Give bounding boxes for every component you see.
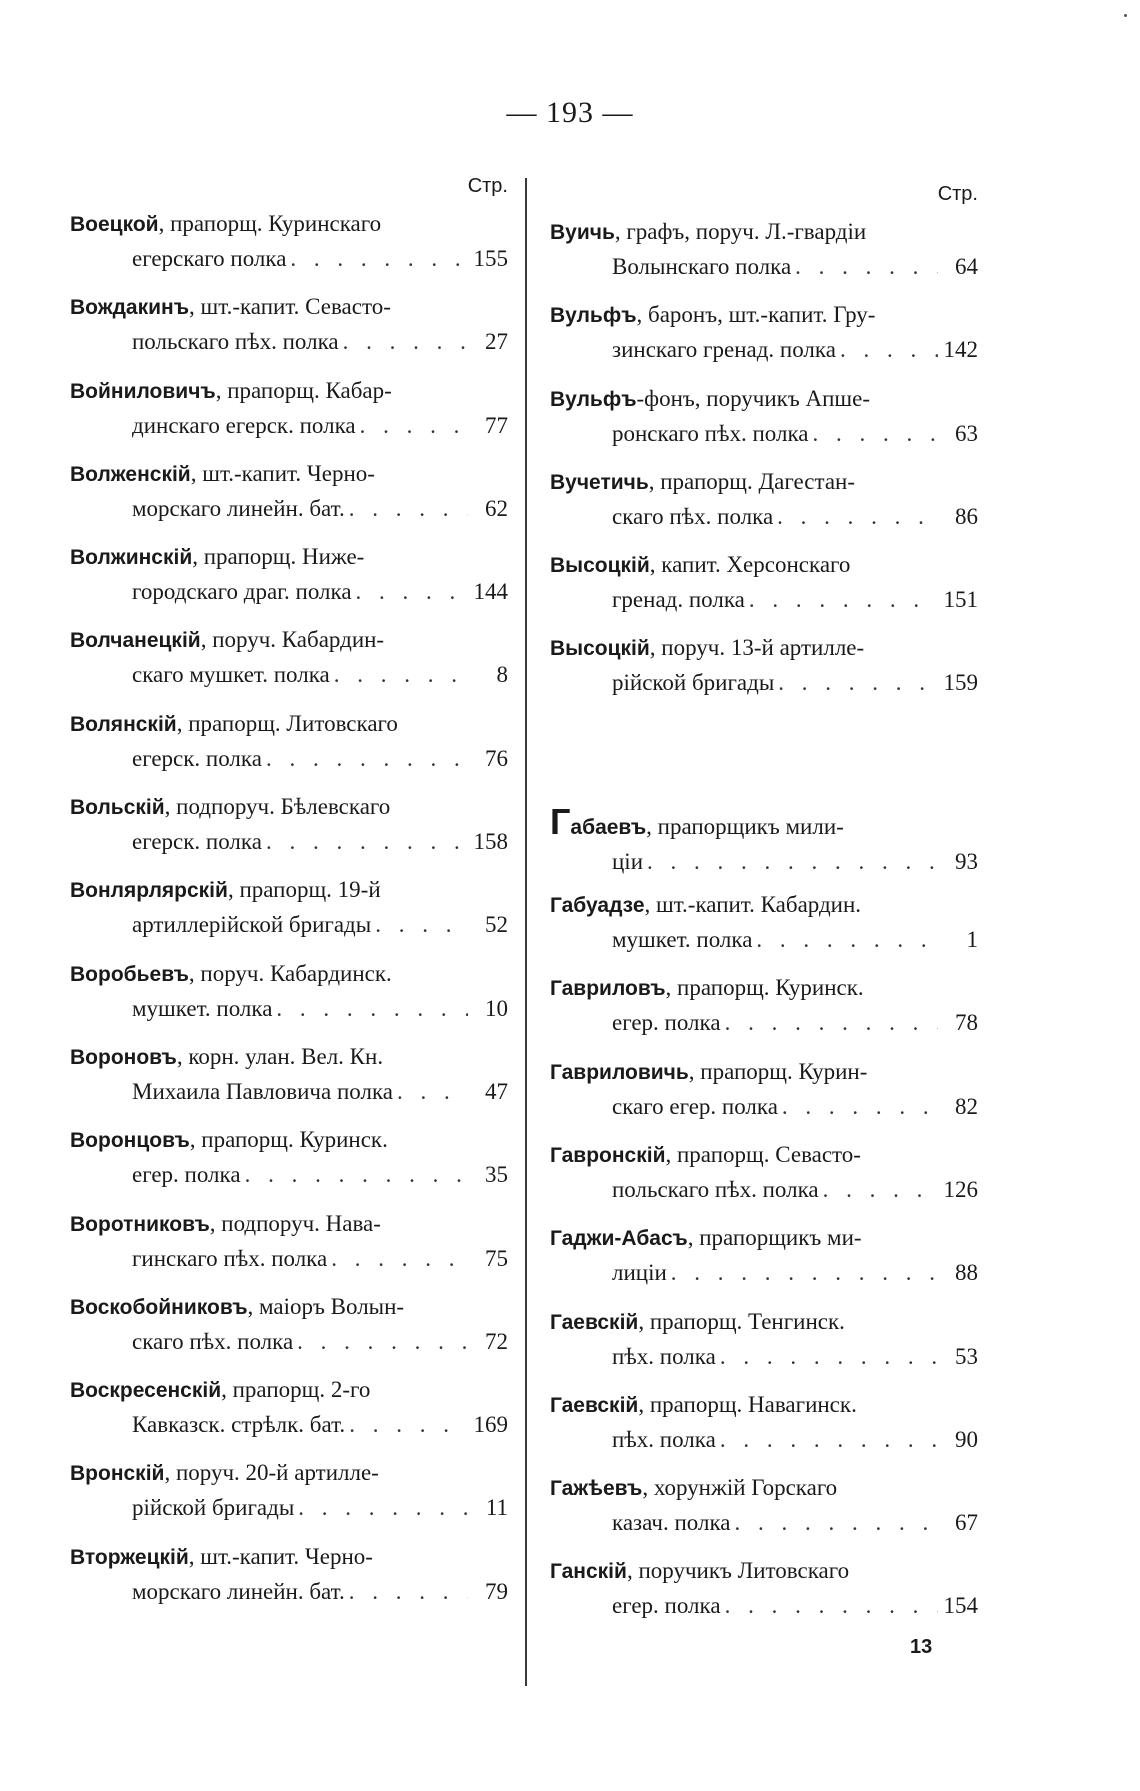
entry-first-line (70, 1373, 508, 1408)
index-entry (70, 790, 508, 873)
dot-leader (349, 1408, 468, 1442)
page-number: — 193 — (506, 96, 634, 129)
entry-description: , прапорщ. Дагестан- (648, 468, 856, 494)
entry-first-line (550, 971, 978, 1006)
entry-surname: Волженскій (70, 462, 191, 486)
dot-leader (266, 825, 468, 859)
entry-page-ref: 11 (485, 1495, 508, 1521)
entry-surname: Воронцовъ (70, 1129, 190, 1153)
entry-page-ref: 88 (955, 1260, 978, 1286)
entry-page-ref: 62 (485, 495, 508, 521)
entry-surname: Волчанецкій (70, 629, 201, 653)
index-entry (70, 1123, 508, 1206)
entry-second-line (70, 1158, 508, 1192)
entry-description: , прапорщ. Тенгинск. (638, 1308, 845, 1334)
entry-second-line (70, 825, 508, 859)
entry-description: , маіоръ Волын- (247, 1293, 405, 1319)
entry-second-line (550, 1340, 978, 1374)
dot-leader (725, 1589, 938, 1623)
entry-first-line (70, 1290, 508, 1325)
entry-description: , прапорщикъ ми- (687, 1225, 862, 1251)
entry-description: -фонъ, поручикъ Апше- (636, 385, 870, 411)
entry-description: , прапорщ. Курин- (688, 1058, 868, 1084)
entry-second-line (550, 1506, 978, 1540)
entry-first-line (550, 631, 978, 666)
entry-page-ref: 144 (473, 579, 508, 605)
section-gap (550, 715, 978, 805)
entry-first-line (70, 873, 508, 908)
entry-surname: Волжинскій (70, 546, 193, 570)
index-entry (550, 298, 978, 381)
index-entry (70, 1540, 508, 1623)
entry-first-line (550, 1305, 978, 1340)
entry-continuation: скаго пѣх. полка (612, 503, 774, 529)
entry-page-ref: 10 (485, 995, 508, 1021)
right-column (550, 183, 978, 1638)
index-entry (550, 548, 978, 631)
index-entry (70, 290, 508, 373)
dot-leader (349, 1575, 468, 1609)
entry-description: , капит. Херсонскаго (649, 552, 851, 578)
entry-page-ref: 27 (485, 329, 508, 355)
entry-second-line (70, 1242, 508, 1276)
entry-continuation: рійской бригады (132, 1495, 295, 1521)
entry-description: , прапорщикъ мили- (646, 813, 844, 839)
entry-page-ref: 169 (473, 1412, 508, 1438)
entry-first-line (70, 623, 508, 658)
entry-surname: абаевъ (570, 815, 647, 839)
entry-surname: Вульфъ (550, 304, 637, 328)
dot-leader (720, 1340, 938, 1374)
dot-leader (777, 500, 938, 534)
dot-leader (245, 1158, 468, 1192)
entry-page-ref: 35 (485, 1162, 508, 1188)
entry-surname: Войниловичъ (70, 379, 216, 403)
entry-page-ref: 64 (955, 254, 978, 279)
entry-surname: Высоцкій (550, 637, 650, 661)
entry-second-line (550, 845, 978, 879)
entry-surname: Ганскій (550, 1560, 627, 1584)
index-entry (70, 207, 508, 290)
right-entry-list-g (550, 805, 978, 1638)
left-entry-list (70, 207, 508, 1623)
entry-continuation: егер. полка (612, 1593, 721, 1619)
entry-second-line (70, 575, 508, 609)
entry-page-ref: 8 (496, 662, 508, 688)
entry-continuation: зинскаго гренад. полка (612, 337, 836, 363)
dot-leader (276, 992, 468, 1026)
entry-second-line (70, 658, 508, 692)
entry-surname: Вождакинъ (70, 296, 190, 320)
index-entry (70, 873, 508, 956)
entry-surname: Гажѣевъ (550, 1477, 643, 1501)
entry-first-line (550, 548, 978, 583)
index-entry (70, 457, 508, 540)
entry-page-ref: 93 (955, 848, 978, 874)
entry-first-line (550, 465, 978, 500)
entry-continuation: пѣх. полка (612, 1343, 716, 1369)
entry-page-ref: 126 (943, 1176, 978, 1202)
entry-description: , подпоруч. Бѣлевскаго (164, 794, 391, 820)
entry-surname: Гаевскій (550, 1393, 639, 1417)
index-entry (70, 1290, 508, 1373)
dot-leader (725, 1006, 938, 1040)
entry-description: , баронъ, шт.-капит. Гру- (636, 302, 876, 328)
entry-page-ref: 63 (955, 420, 978, 446)
entry-second-line (70, 742, 508, 776)
entry-first-line (70, 540, 508, 575)
index-entry (550, 1055, 978, 1138)
entry-surname: Вторжецкій (70, 1545, 189, 1569)
entry-page-ref: 142 (943, 337, 978, 363)
column-header-right: Стр. (937, 183, 978, 205)
entry-continuation: польскаго пѣх. полка (612, 1176, 819, 1202)
entry-surname: Гавронскій (550, 1143, 666, 1167)
entry-description: , прапорщ. Куринскаго (158, 211, 382, 236)
section-initial: Г (550, 804, 571, 842)
entry-continuation: гинскаго пѣх. полка (132, 1245, 328, 1271)
dot-leader (298, 1491, 468, 1525)
entry-surname: Воскресенскій (70, 1379, 222, 1403)
column-header-left: Стр. (467, 175, 508, 197)
entry-surname: Вульфъ (550, 387, 637, 411)
entry-surname: Габуадзе (550, 894, 645, 918)
entry-second-line (70, 409, 508, 443)
right-entry-list-v (550, 215, 978, 715)
entry-second-line (550, 1173, 978, 1207)
dot-leader (671, 1256, 938, 1290)
entry-surname: Вороновъ (70, 1045, 177, 1069)
entry-surname: Вольскій (70, 796, 165, 820)
index-entry (70, 1373, 508, 1456)
entry-continuation: динскаго егерск. полка (132, 412, 356, 438)
entry-continuation: Михаила Павловича полка (132, 1078, 393, 1104)
entry-first-line (70, 790, 508, 825)
dot-leader (823, 1173, 938, 1207)
entry-second-line (70, 1408, 508, 1442)
dot-leader (735, 1506, 939, 1540)
dot-leader (375, 908, 468, 942)
entry-second-line (550, 1589, 978, 1623)
entry-surname: Воскобойниковъ (70, 1295, 248, 1319)
entry-first-line (70, 707, 508, 742)
entry-surname: Воецкой (70, 213, 159, 236)
entry-continuation: рійской бригады (612, 670, 775, 696)
dot-leader (266, 742, 468, 776)
index-entry (70, 374, 508, 457)
entry-description: , прапорщ. Литовскаго (176, 710, 398, 736)
entry-first-line (70, 957, 508, 992)
entry-first-line (550, 382, 978, 417)
entry-second-line (550, 1006, 978, 1040)
index-entry (550, 465, 978, 548)
entry-first-line (550, 1554, 978, 1589)
dot-leader (356, 575, 468, 609)
entry-continuation: егерск. полка (132, 745, 262, 771)
entry-description: , поручикъ Литовскаго (626, 1558, 850, 1584)
entry-continuation: морскаго линейн. бат. (132, 1578, 345, 1604)
entry-page-ref: 72 (485, 1328, 508, 1354)
entry-description: , прапорщ. Кабар- (215, 377, 392, 403)
entry-second-line (70, 1575, 508, 1609)
entry-second-line (70, 492, 508, 526)
dot-leader (756, 923, 938, 957)
entry-first-line (70, 1207, 508, 1242)
entry-page-ref: 90 (955, 1426, 978, 1452)
entry-page-ref: 1 (966, 927, 978, 953)
index-entry (70, 1040, 508, 1123)
entry-continuation: егер. полка (132, 1162, 241, 1188)
entry-first-line (70, 1040, 508, 1075)
entry-second-line (70, 325, 508, 359)
entry-page-ref: 154 (943, 1593, 978, 1619)
entry-first-line (70, 290, 508, 325)
entry-second-line (550, 500, 978, 534)
index-entry (70, 540, 508, 623)
entry-surname: Вронскій (70, 1462, 165, 1486)
index-entry (550, 1471, 978, 1554)
entry-page-ref: 82 (955, 1093, 978, 1119)
entry-description: , хорунжій Горскаго (642, 1475, 838, 1501)
entry-description: , корн. улан. Вел. Кн. (176, 1043, 384, 1069)
dot-leader (749, 583, 938, 617)
entry-first-line (550, 1471, 978, 1506)
entry-second-line (70, 1491, 508, 1525)
dot-leader (360, 409, 468, 443)
entry-second-line (70, 242, 508, 276)
entry-page-ref: 159 (943, 670, 978, 696)
dot-leader (297, 1325, 468, 1359)
entry-first-line (70, 374, 508, 409)
entry-continuation: польскаго пѣх. полка (132, 329, 339, 355)
entry-first-line (550, 888, 978, 923)
entry-second-line (550, 666, 978, 700)
index-entry (550, 1305, 978, 1388)
entry-second-line (70, 1075, 508, 1109)
entry-description: , подпоруч. Нава- (209, 1210, 381, 1236)
index-entry (550, 215, 978, 298)
index-entry (550, 1554, 978, 1637)
entry-surname: Воробьевъ (70, 962, 189, 986)
index-entry (550, 888, 978, 971)
index-entry (550, 382, 978, 465)
dot-leader (720, 1423, 938, 1457)
entry-continuation: мушкет. полка (132, 995, 273, 1021)
entry-continuation: Кавказск. стрѣлк. бат. (132, 1412, 346, 1438)
entry-second-line (550, 417, 978, 451)
entry-continuation: пѣх. полка (612, 1426, 716, 1452)
entry-continuation: артиллерійской бригады (132, 912, 372, 938)
entry-second-line (550, 1423, 978, 1457)
index-entry (550, 1221, 978, 1304)
entry-description: , поруч. Кабардин- (200, 627, 385, 653)
entry-first-line (550, 215, 978, 250)
left-column (70, 175, 508, 1623)
entry-first-line (70, 1540, 508, 1575)
index-entry (550, 1138, 978, 1221)
index-entry (70, 623, 508, 706)
entry-first-line (70, 1456, 508, 1491)
entry-second-line (550, 583, 978, 617)
entry-surname: Вонлярлярскій (70, 879, 228, 903)
entry-surname: Воротниковъ (70, 1212, 210, 1236)
entry-second-line (550, 1090, 978, 1124)
entry-continuation: мушкет. полка (612, 927, 753, 953)
entry-description: , прапорщ. Куринск. (665, 975, 864, 1001)
dot-leader (840, 333, 938, 367)
dot-leader (331, 1242, 468, 1276)
entry-first-line (550, 1388, 978, 1423)
entry-continuation: морскаго линейн. бат. (132, 495, 345, 521)
entry-description: , прапорщ. Куринск. (189, 1127, 388, 1153)
entry-page-ref: 67 (955, 1510, 978, 1536)
entry-continuation: егерскаго полка (132, 246, 287, 271)
dot-leader (795, 250, 938, 284)
entry-continuation: городскаго драг. полка (132, 579, 352, 605)
entry-first-line (70, 1123, 508, 1158)
entry-description: , графъ, поруч. Л.-гвардіи (614, 219, 867, 244)
entry-first-line (550, 1221, 978, 1256)
entry-continuation: скаго мушкет. полка (132, 662, 330, 688)
dot-leader (290, 242, 468, 276)
entry-surname: Вуичь (550, 221, 615, 244)
entry-second-line (550, 250, 978, 284)
dot-leader (812, 417, 938, 451)
entry-description: , прапорщ. 19-й (227, 877, 381, 903)
entry-surname: Вучетичь (550, 470, 649, 494)
entry-surname: Высоцкій (550, 554, 650, 578)
entry-page-ref: 52 (485, 912, 508, 938)
entry-first-line (70, 457, 508, 492)
index-entry (70, 957, 508, 1040)
entry-description: , прапорщ. Ниже- (192, 544, 365, 570)
entry-description: , прапорщ. Севасто- (665, 1141, 861, 1167)
corner-mark (1124, 14, 1127, 17)
entry-page-ref: 78 (955, 1010, 978, 1036)
column-divider (525, 178, 527, 1686)
index-entry (70, 707, 508, 790)
entry-second-line (550, 923, 978, 957)
entry-continuation: ронскаго пѣх. полка (612, 420, 809, 446)
entry-page-ref: 86 (955, 503, 978, 529)
signature-mark: 13 (910, 1636, 933, 1658)
index-entry (550, 1388, 978, 1471)
entry-page-ref: 75 (485, 1245, 508, 1271)
entry-page-ref: 47 (485, 1078, 508, 1104)
entry-surname: Гавриловъ (550, 977, 666, 1001)
entry-surname: Гаевскій (550, 1310, 639, 1334)
entry-page-ref: 76 (485, 745, 508, 771)
index-entry (550, 805, 978, 888)
entry-description: , прапорщ. Навагинск. (638, 1391, 857, 1417)
entry-surname: Гавриловичь (550, 1060, 689, 1084)
entry-page-ref: 77 (485, 412, 508, 438)
entry-continuation: Волынскаго полка (612, 254, 792, 279)
entry-page-ref: 158 (473, 829, 508, 855)
dot-leader (397, 1075, 468, 1109)
entry-description: , шт.-капит. Севасто- (189, 294, 391, 320)
entry-continuation: скаго пѣх. полка (132, 1328, 294, 1354)
dot-leader (349, 492, 468, 526)
entry-first-line (70, 207, 508, 242)
entry-continuation: казач. полка (612, 1510, 731, 1536)
index-entry (70, 1207, 508, 1290)
entry-continuation: егер. полка (612, 1010, 721, 1036)
entry-continuation: ціи (612, 848, 644, 874)
entry-page-ref: 79 (485, 1578, 508, 1604)
entry-surname: Волянскій (70, 712, 177, 736)
entry-continuation: гренад. полка (612, 587, 745, 613)
dot-leader (647, 845, 938, 879)
entry-description: , поруч. 20-й артилле- (164, 1460, 379, 1486)
entry-surname: Гаджи-Абасъ (550, 1227, 688, 1251)
entry-first-line (550, 1138, 978, 1173)
entry-description: , поруч. Кабардинск. (188, 960, 392, 986)
dot-leader (778, 666, 938, 700)
entry-first-line (550, 298, 978, 333)
entry-description: , шт.-капит. Черно- (188, 1543, 373, 1569)
entry-first-line (550, 805, 978, 845)
entry-second-line (70, 908, 508, 942)
entry-second-line (70, 1325, 508, 1359)
entry-second-line (70, 992, 508, 1026)
entry-page-ref: 53 (955, 1343, 978, 1369)
dot-leader (782, 1090, 938, 1124)
entry-page-ref: 151 (943, 587, 978, 613)
entry-continuation: лиціи (612, 1260, 667, 1286)
entry-description: , шт.-капит. Черно- (190, 460, 375, 486)
index-entry (550, 631, 978, 714)
entry-page-ref: 155 (473, 246, 508, 271)
entry-description: , прапорщ. 2-го (221, 1377, 371, 1403)
entry-first-line (550, 1055, 978, 1090)
entry-description: , поруч. 13-й артилле- (649, 635, 865, 661)
entry-continuation: егерск. полка (132, 829, 262, 855)
entry-second-line (550, 1256, 978, 1290)
entry-second-line (550, 333, 978, 367)
index-entry (70, 1456, 508, 1539)
entry-description: , шт.-капит. Кабардин. (644, 892, 862, 918)
dot-leader (343, 325, 468, 359)
index-entry (550, 971, 978, 1054)
entry-continuation: скаго егер. полка (612, 1093, 778, 1119)
dot-leader (334, 658, 468, 692)
